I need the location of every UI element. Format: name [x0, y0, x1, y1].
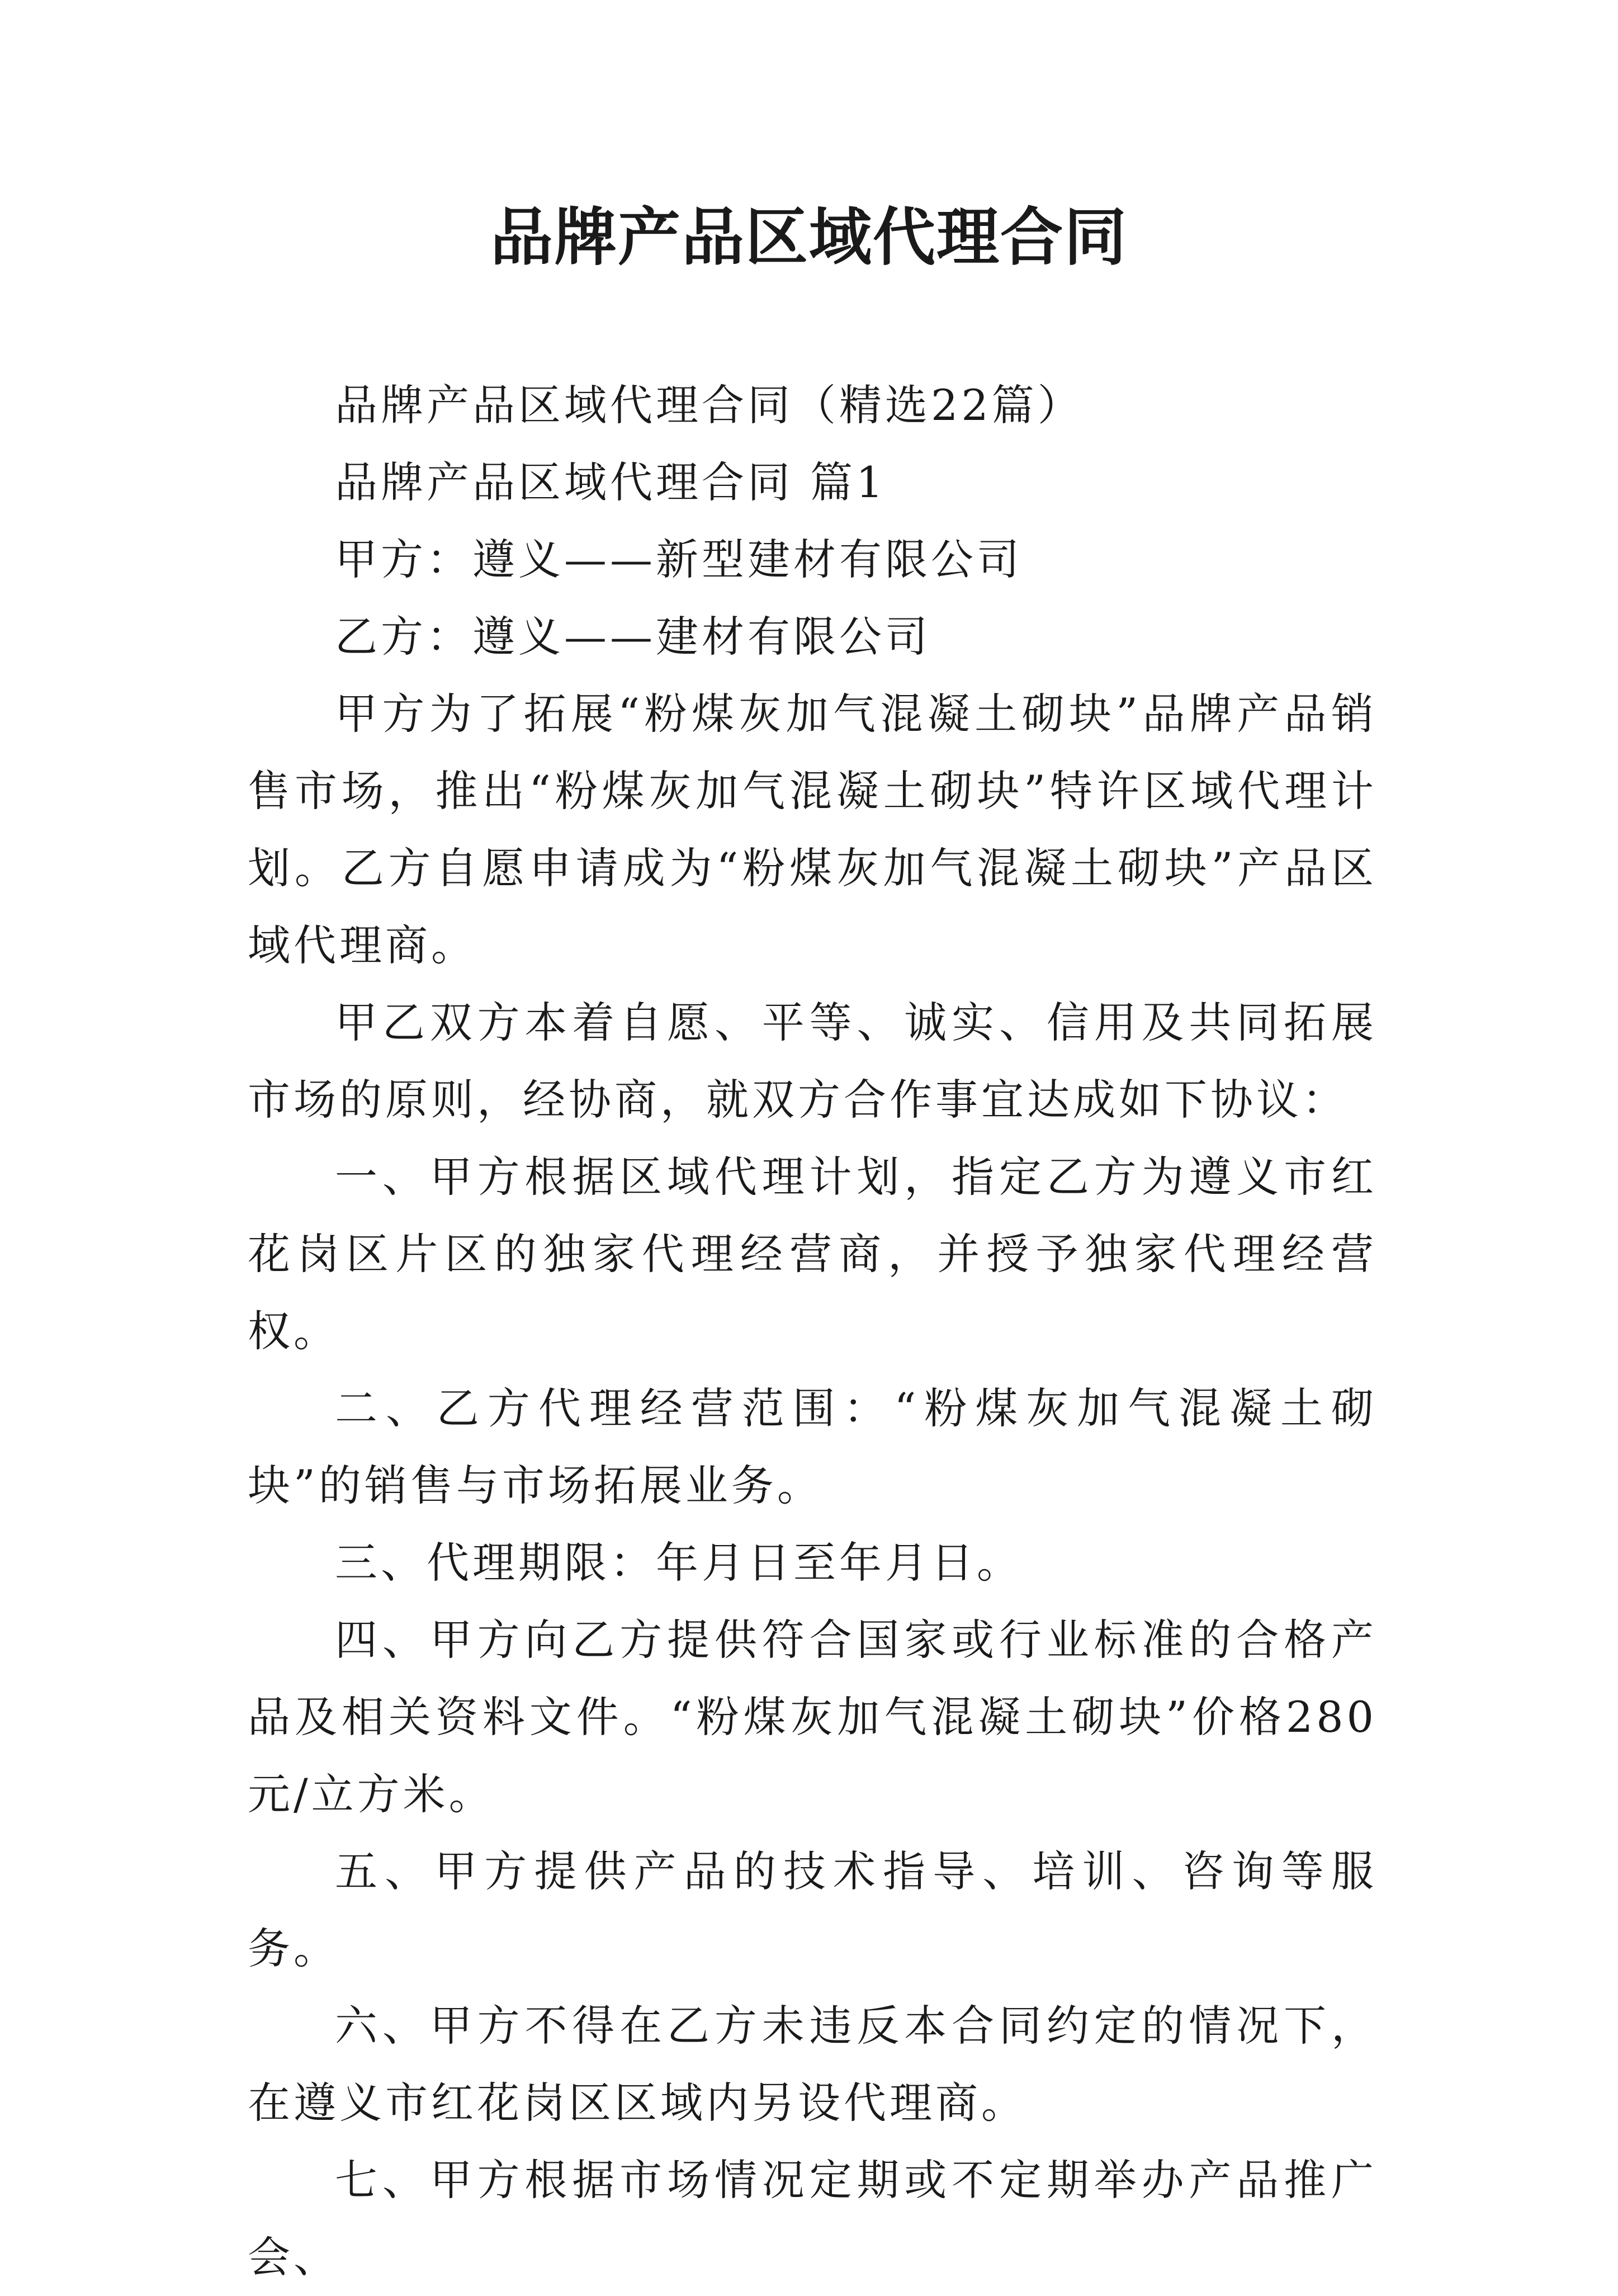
- paragraph-collection-title: 品牌产品区域代理合同（精选22篇）: [335, 380, 1084, 430]
- paragraph-clause-3: 三、代理期限：年月日至年月日。: [335, 1538, 1023, 1588]
- paragraph-clause-2: 二、乙方代理经营范围：“粉煤灰加气混凝土砌块”的销售与市场拓展业务。: [248, 1383, 1377, 1510]
- paragraph-party-b: 乙方：遵义——建材有限公司: [335, 612, 931, 662]
- paragraph-clause-5: 五、甲方提供产品的技术指导、培训、咨询等服务。: [248, 1846, 1377, 1973]
- paragraph-clause-1: 一、甲方根据区域代理计划，指定乙方为遵义市红花岗区片区的独家代理经营商，并授予独家代理经营权。: [248, 1152, 1377, 1356]
- paragraph-preamble: 甲方为了拓展“粉煤灰加气混凝土砌块”品牌产品销售市场，推出“粉煤灰加气混凝土砌块”特许区域代理计划。乙方自愿申请成为“粉煤灰加气混凝土砌块”产品区域代理商。: [248, 689, 1377, 970]
- paragraph-clause-7: 七、甲方根据市场情况定期或不定期举办产品推广会、: [248, 2155, 1377, 2282]
- document-body: [248, 367, 1377, 2296]
- paragraph-clause-6: 六、甲方不得在乙方未违反本合同约定的情况下，在遵义市红花岗区区域内另设代理商。: [248, 2001, 1377, 2128]
- paragraph-party-a: 甲方：遵义——新型建材有限公司: [335, 535, 1023, 584]
- paragraph-section-heading: 品牌产品区域代理合同 篇1: [335, 457, 887, 507]
- paragraph-principles: 甲乙双方本着自愿、平等、诚实、信用及共同拓展市场的原则，经协商，就双方合作事宜达成如下协议：: [248, 998, 1377, 1125]
- paragraph-clause-4: 四、甲方向乙方提供符合国家或行业标准的合格产品及相关资料文件。“粉煤灰加气混凝土砌块”价格280元/立方米。: [248, 1615, 1377, 1819]
- document-title: 品牌产品区域代理合同: [490, 201, 1128, 274]
